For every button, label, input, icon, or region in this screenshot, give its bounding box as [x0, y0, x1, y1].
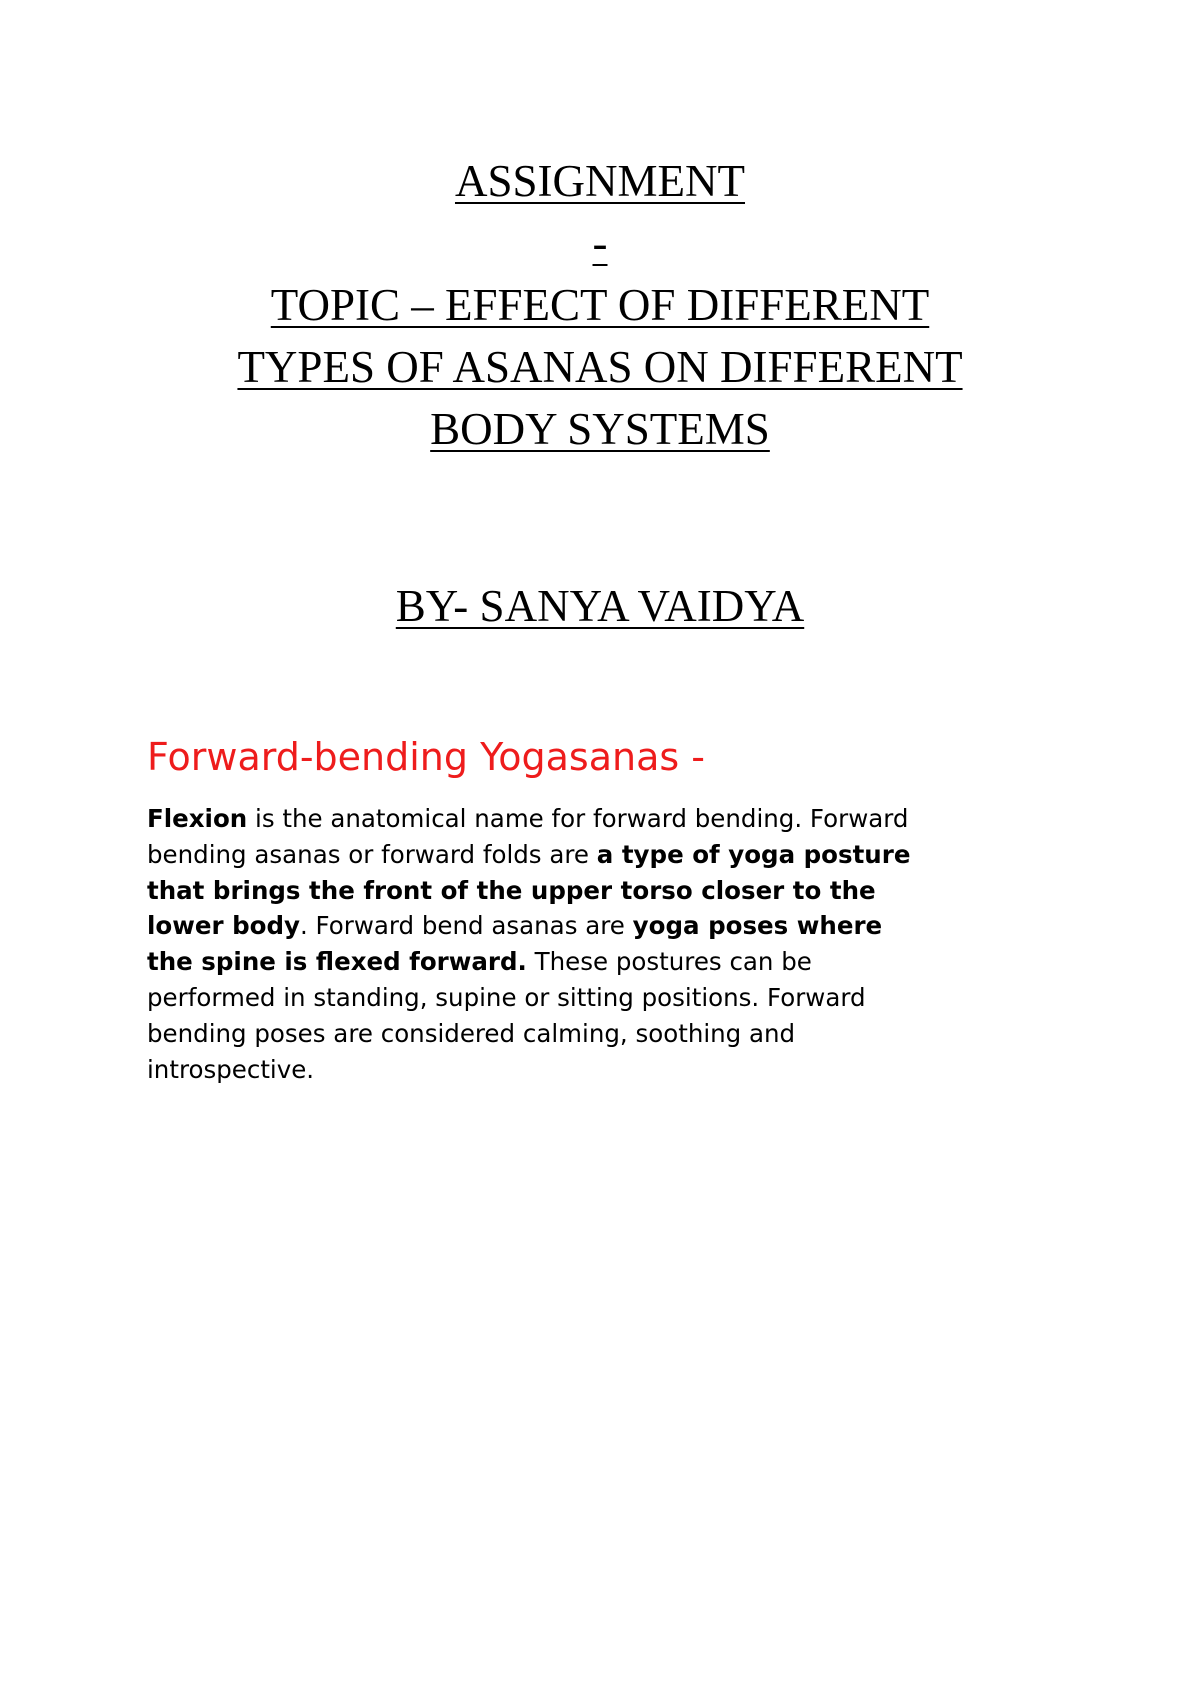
text-run: introspective.	[147, 1054, 315, 1084]
title-line: TOPIC – EFFECT OF DIFFERENT	[270, 280, 930, 330]
paragraph-line	[147, 1052, 1047, 1088]
document-title	[0, 150, 1200, 460]
bold-term: yoga poses where	[632, 911, 883, 941]
text-run: These postures can be	[526, 947, 812, 977]
bold-term: Flexion	[147, 804, 248, 833]
bold-term: that brings the front of the upper torso closer to the	[147, 875, 876, 905]
section-heading: Forward-bending Yogasanas -	[147, 735, 705, 779]
paragraph-line	[147, 873, 1047, 909]
text-run: bending poses are considered calming, soothing and	[147, 1018, 796, 1048]
text-run: bending asanas or forward folds are	[147, 839, 597, 869]
author-line	[0, 575, 1200, 637]
paragraph-line	[147, 837, 1047, 873]
paragraph-line	[147, 980, 1047, 1016]
paragraph-line	[147, 908, 1047, 944]
text-run: . Forward bend asanas are	[299, 911, 633, 941]
title-line: -	[592, 218, 608, 268]
paragraph-line	[147, 801, 1047, 837]
bold-term: lower body	[147, 911, 300, 941]
paragraph-line	[147, 1016, 1047, 1052]
title-line: TYPES OF ASANAS ON DIFFERENT	[237, 342, 963, 392]
bold-term: the spine is flexed forward.	[147, 947, 527, 977]
paragraph-line	[147, 944, 1047, 980]
title-line: ASSIGNMENT	[454, 156, 746, 206]
text-run: is the anatomical name for forward bending. Forward	[247, 804, 909, 833]
title-line: BODY SYSTEMS	[430, 404, 770, 454]
author-name: BY- SANYA VAIDYA	[395, 581, 805, 631]
bold-term: a type of yoga posture	[596, 839, 911, 869]
text-run: performed in standing, supine or sitting positions. Forward	[147, 982, 866, 1012]
section-paragraph	[147, 801, 1047, 1087]
